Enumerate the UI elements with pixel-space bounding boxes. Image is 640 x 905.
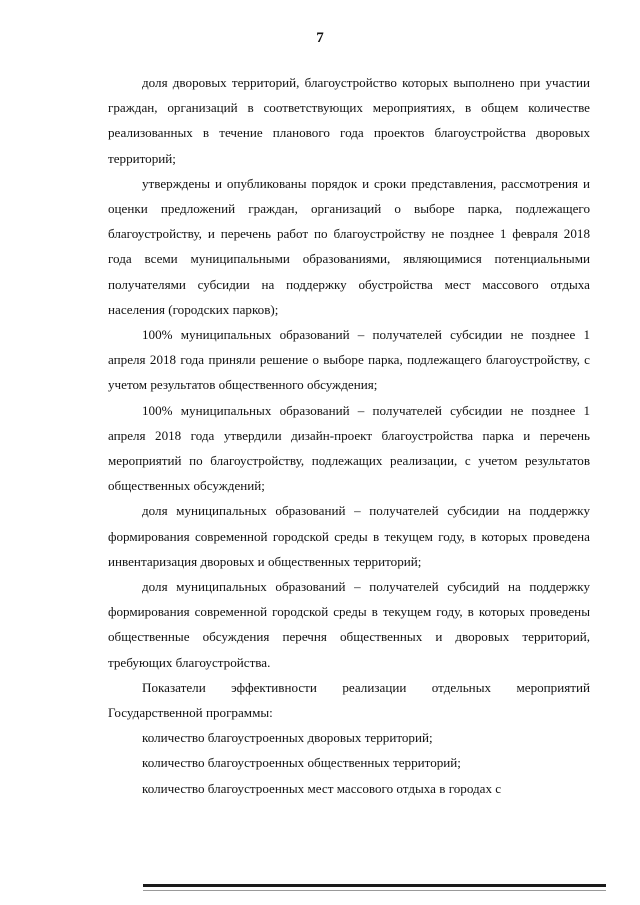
footer-rule	[143, 884, 606, 887]
paragraph-8: количество благоустроенных дворовых территорий;	[142, 730, 433, 746]
paragraph-7: Показатели эффективности реализации отдельных мероприятий Государственной программы:	[108, 679, 590, 721]
paragraph-1: доля дворовых территорий, благоустройство которых выполнено при участии граждан, организаций в соответствующих мероприятиях, в общем количестве реализованных в течение планового года проектов благоустройства дворовых территорий;	[108, 75, 590, 166]
paragraph-9: количество благоустроенных общественных территорий;	[142, 755, 461, 771]
paragraph-4: 100% муниципальных образований – получателей субсидии не позднее 1 апреля 2018 года утвердили дизайн-проект благоустройства парка и перечень мероприятий по благоустройству, подлежащих реализации, с учетом результатов общественных обсуждений;	[108, 402, 590, 494]
paragraph-10: количество благоустроенных мест массового отдыха в городах с	[142, 780, 502, 796]
paragraph-6: доля муниципальных образований – получателей субсидий на поддержку формирования современной городской среды в текущем году, в которых проведены общественные обсуждения перечня общественных и дворовых территорий, требующих благоустройства.	[108, 579, 590, 670]
paragraph-3: 100% муниципальных образований – получателей субсидии не позднее 1 апреля 2018 года приняли решение о выборе парка, подлежащего благоустройству, с учетом результатов общественного обсуждения;	[108, 327, 590, 393]
footer-rule-shadow	[143, 890, 606, 891]
paragraph-2: утверждены и опубликованы порядок и сроки представления, рассмотрения и оценки предложений граждан, организаций о выборе парка, подлежащего благоустройству, и перечень работ по благоустройству не позднее 1 февраля 2018 года всеми муниципальными образованиями, являющимися потенциальными получателями субсидии на поддержку обустройства мест массового отдыха населения (городских парков);	[108, 175, 590, 317]
page-number: 7	[316, 30, 324, 46]
body-text	[108, 70, 590, 801]
paragraph-5: доля муниципальных образований – получателей субсидии на поддержку формирования современной городской среды в текущем году, в которых проведена инвентаризация дворовых и общественных территорий;	[108, 503, 590, 569]
